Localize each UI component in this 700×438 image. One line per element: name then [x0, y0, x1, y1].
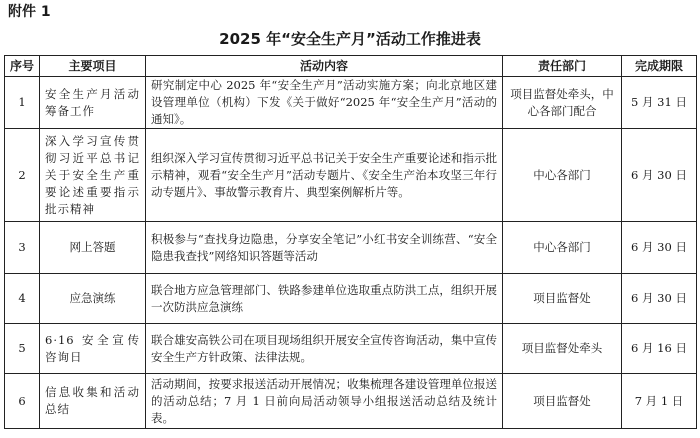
row-no: 6	[5, 374, 40, 429]
row-dept: 中心各部门	[503, 222, 622, 274]
header-content: 活动内容	[146, 56, 503, 77]
row-dept: 项目监督处	[503, 274, 622, 324]
header-no: 序号	[5, 56, 40, 77]
table-row	[5, 374, 697, 429]
work-plan-table	[4, 55, 697, 429]
row-no: 2	[5, 129, 40, 222]
row-content: 积极参与“查找身边隐患，分享安全笔记”小红书安全训练营、“安全隐患我查找”网络知识答题等活动	[146, 222, 503, 274]
row-deadline: 6 月 30 日	[622, 129, 697, 222]
row-dept: 项目监督处牵头	[503, 324, 622, 374]
row-item: 网上答题	[40, 222, 146, 274]
row-content: 研究制定中心 2025 年“安全生产月”活动实施方案；向北京地区建设管理单位（机构）下发《关于做好“2025 年“安全生产月”活动的通知》。	[146, 77, 503, 129]
table-row	[5, 324, 697, 374]
row-dept: 中心各部门	[503, 129, 622, 222]
table-row	[5, 222, 697, 274]
row-no: 1	[5, 77, 40, 129]
row-no: 4	[5, 274, 40, 324]
row-content: 联合雄安高铁公司在项目现场组织开展安全宣传咨询活动，集中宣传安全生产方针政策、法律法规。	[146, 324, 503, 374]
row-deadline: 6 月 30 日	[622, 222, 697, 274]
table-row	[5, 129, 697, 222]
table-row	[5, 274, 697, 324]
row-dept: 项目监督处	[503, 374, 622, 429]
table-header-row	[5, 56, 697, 77]
row-content: 活动期间，按要求报送活动开展情况；收集梳理各建设管理单位报送的活动总结；7 月 1 日前向局活动领导小组报送活动总结及统计表。	[146, 374, 503, 429]
row-item: 深入学习宣传贯彻习近平总书记关于安全生产重要论述重要指示批示精神	[40, 129, 146, 222]
row-item: 信息收集和活动总结	[40, 374, 146, 429]
document-title: 2025 年“安全生产月”活动工作推进表	[219, 30, 481, 48]
table-row	[5, 77, 697, 129]
attachment-label: 附件 1	[8, 4, 51, 20]
row-deadline: 6 月 16 日	[622, 324, 697, 374]
row-deadline: 5 月 31 日	[622, 77, 697, 129]
header-deadline: 完成期限	[622, 56, 697, 77]
row-deadline: 6 月 30 日	[622, 274, 697, 324]
row-item: 应急演练	[40, 274, 146, 324]
row-deadline: 7 月 1 日	[622, 374, 697, 429]
row-item: 安全生产月活动筹备工作	[40, 77, 146, 129]
row-content: 联合地方应急管理部门、铁路参建单位选取重点防洪工点，组织开展一次防洪应急演练	[146, 274, 503, 324]
header-item: 主要项目	[40, 56, 146, 77]
row-no: 5	[5, 324, 40, 374]
row-dept: 项目监督处牵头，中心各部门配合	[503, 77, 622, 129]
row-no: 3	[5, 222, 40, 274]
header-dept: 责任部门	[503, 56, 622, 77]
row-item: 6·16 安全宣传咨询日	[40, 324, 146, 374]
row-content: 组织深入学习宣传贯彻习近平总书记关于安全生产重要论述和指示批示精神，观看“安全生产月”活动专题片、《安全生产治本攻坚三年行动专题片》、事故警示教育片、典型案例解析片等。	[146, 129, 503, 222]
